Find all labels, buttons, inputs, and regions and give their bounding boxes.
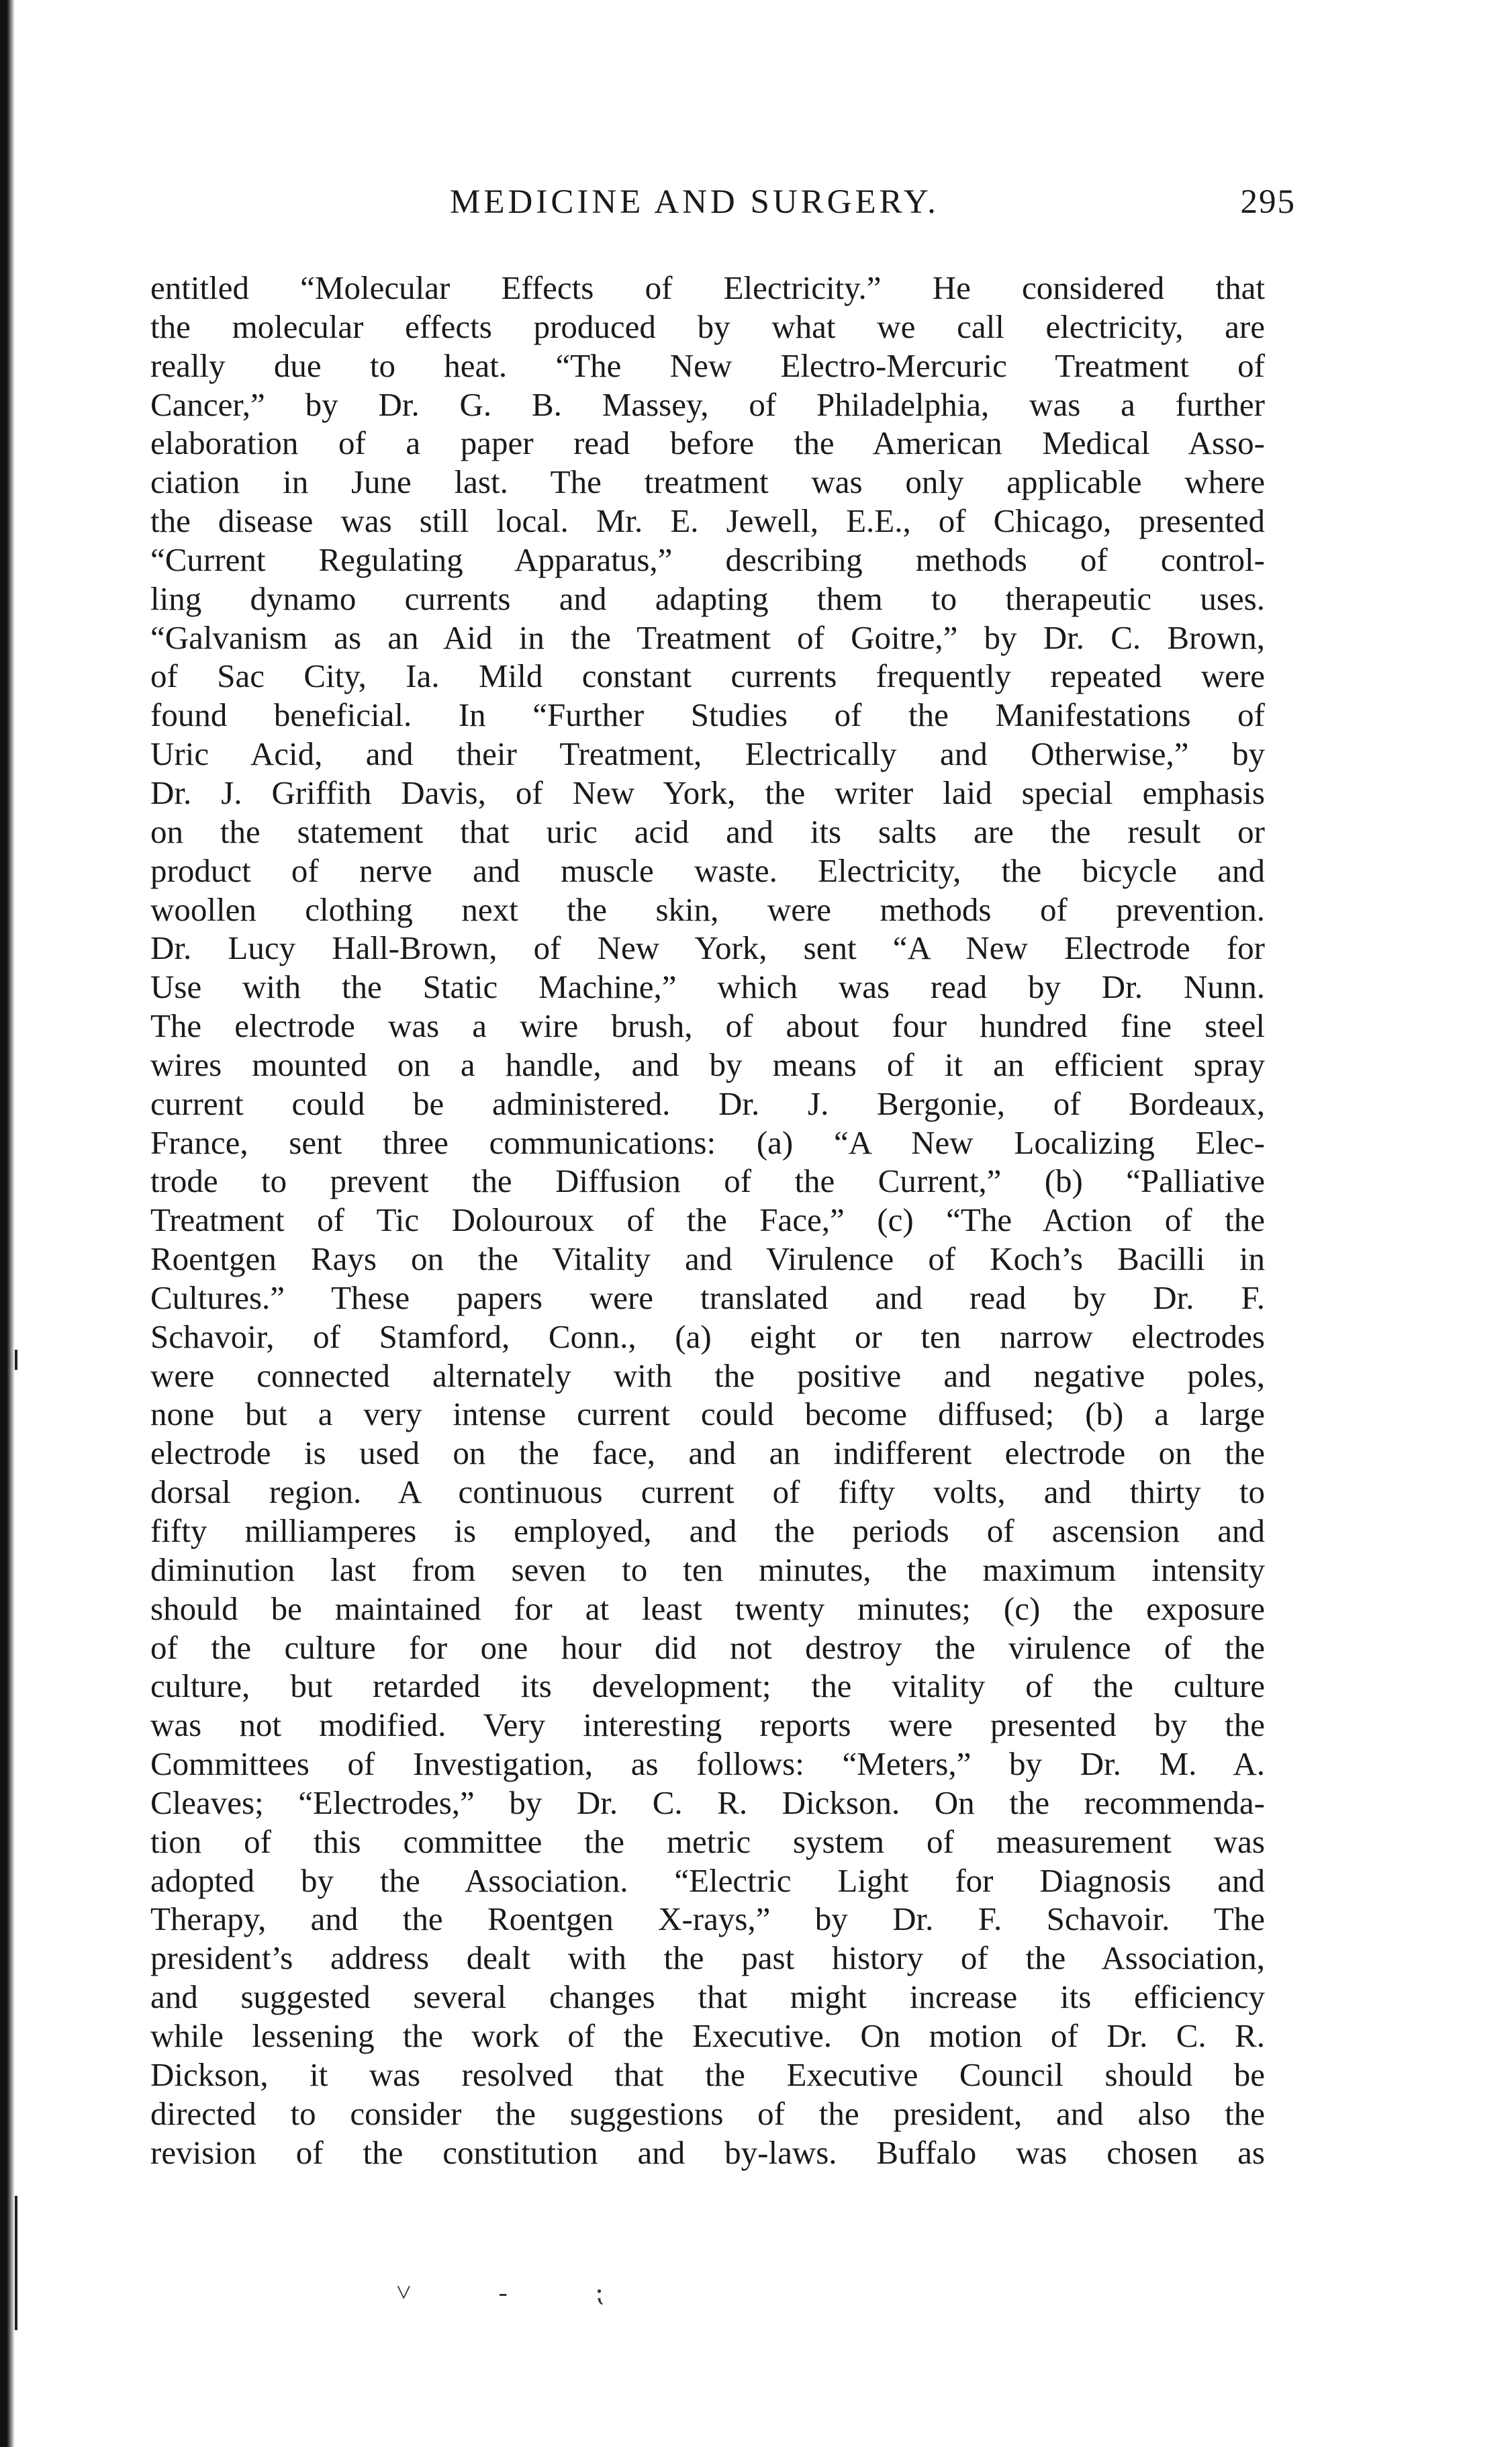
- text-line: of Sac City, Ia. Mild constant currents frequently repeated were: [150, 657, 1265, 695]
- text-line: Cultures.” These papers were translated and read by Dr. F.: [150, 1279, 1265, 1316]
- text-line: Therapy, and the Roentgen X-rays,” by Dr. F. Schavoir. The: [150, 1900, 1265, 1938]
- text-line: Roentgen Rays on the Vitality and Virulence of Koch’s Bacilli in: [150, 1240, 1265, 1278]
- text-line: ciation in June last. The treatment was only applicable where: [150, 463, 1265, 501]
- scan-specks: ˅ - ⁏: [396, 2277, 645, 2307]
- text-line: Uric Acid, and their Treatment, Electrically and Otherwise,” by: [150, 735, 1265, 773]
- text-line: Cleaves; “Electrodes,” by Dr. C. R. Dickson. On the recommenda-: [150, 1784, 1265, 1821]
- text-line: “Galvanism as an Aid in the Treatment of Goitre,” by Dr. C. Brown,: [150, 618, 1265, 656]
- running-head: [154, 183, 1296, 230]
- text-line: Cancer,” by Dr. G. B. Massey, of Philadelphia, was a further: [150, 385, 1265, 423]
- text-line: dorsal region. A continuous current of fifty volts, and thirty to: [150, 1473, 1265, 1511]
- text-line: revision of the constitution and by-laws. Buffalo was chosen as: [150, 2133, 1265, 2171]
- text-line: tion of this committee the metric system of measurement was: [150, 1822, 1265, 1860]
- text-line: Treatment of Tic Dolouroux of the Face,” (c) “The Action of the: [150, 1201, 1265, 1239]
- text-line: The electrode was a wire brush, of about four hundred fine steel: [150, 1007, 1265, 1045]
- scan-binding-edge: [0, 0, 15, 2447]
- text-line: ling dynamo currents and adapting them to therapeutic uses.: [150, 580, 1265, 617]
- text-line: while lessening the work of the Executive. On motion of Dr. C. R.: [150, 2017, 1265, 2054]
- text-line: directed to consider the suggestions of the president, and also the: [150, 2094, 1265, 2132]
- text-line: entitled “Molecular Effects of Electricity.” He considered that: [150, 269, 1265, 306]
- text-line: really due to heat. “The New Electro-Mercuric Treatment of: [150, 347, 1265, 384]
- text-line: fifty milliamperes is employed, and the periods of ascension and: [150, 1512, 1265, 1549]
- text-line: electrode is used on the face, and an indifferent electrode on the: [150, 1434, 1265, 1472]
- text-line: was not modified. Very interesting reports were presented by the: [150, 1706, 1265, 1744]
- text-line: the disease was still local. Mr. E. Jewell, E.E., of Chicago, presented: [150, 502, 1265, 540]
- page-number: 295: [1240, 183, 1296, 221]
- text-line: found beneficial. In “Further Studies of the Manifestations of: [150, 696, 1265, 734]
- text-line: current could be administered. Dr. J. Bergonie, of Bordeaux,: [150, 1084, 1265, 1122]
- body-text: [150, 269, 1265, 2172]
- text-line: “Current Regulating Apparatus,” describing methods of control-: [150, 541, 1265, 578]
- text-line: wires mounted on a handle, and by means of it an efficient spray: [150, 1046, 1265, 1083]
- running-title: MEDICINE AND SURGERY.: [450, 183, 939, 221]
- text-line: president’s address dealt with the past history of the Association,: [150, 1939, 1265, 1977]
- scan-mark: [15, 1350, 17, 1370]
- text-line: none but a very intense current could become diffused; (b) a large: [150, 1395, 1265, 1433]
- text-line: woollen clothing next the skin, were methods of prevention.: [150, 890, 1265, 928]
- text-line: Committees of Investigation, as follows: “Meters,” by Dr. M. A.: [150, 1745, 1265, 1783]
- text-line: the molecular effects produced by what we call electricity, are: [150, 308, 1265, 345]
- text-line: Dr. Lucy Hall-Brown, of New York, sent “A New Electrode for: [150, 929, 1265, 967]
- text-line: culture, but retarded its development; the vitality of the culture: [150, 1667, 1265, 1705]
- text-line: were connected alternately with the positive and negative poles,: [150, 1356, 1265, 1394]
- scan-mark: [15, 2196, 17, 2330]
- text-line: should be maintained for at least twenty minutes; (c) the exposure: [150, 1589, 1265, 1627]
- text-line: of the culture for one hour did not destroy the virulence of the: [150, 1628, 1265, 1666]
- text-line: trode to prevent the Diffusion of the Current,” (b) “Palliative: [150, 1162, 1265, 1200]
- text-line: Dr. J. Griffith Davis, of New York, the writer laid special emphasis: [150, 774, 1265, 811]
- text-line: France, sent three communications: (a) “A New Localizing Elec-: [150, 1123, 1265, 1161]
- text-line: Use with the Static Machine,” which was read by Dr. Nunn.: [150, 968, 1265, 1006]
- text-line: elaboration of a paper read before the American Medical Asso-: [150, 424, 1265, 462]
- text-line: product of nerve and muscle waste. Electricity, the bicycle and: [150, 851, 1265, 889]
- text-line: Schavoir, of Stamford, Conn., (a) eight or ten narrow electrodes: [150, 1318, 1265, 1355]
- text-line: Dickson, it was resolved that the Executive Council should be: [150, 2056, 1265, 2093]
- text-line: diminution last from seven to ten minutes, the maximum intensity: [150, 1551, 1265, 1588]
- text-line: adopted by the Association. “Electric Light for Diagnosis and: [150, 1861, 1265, 1899]
- text-line: on the statement that uric acid and its salts are the result or: [150, 813, 1265, 850]
- text-line: and suggested several changes that might increase its efficiency: [150, 1978, 1265, 2016]
